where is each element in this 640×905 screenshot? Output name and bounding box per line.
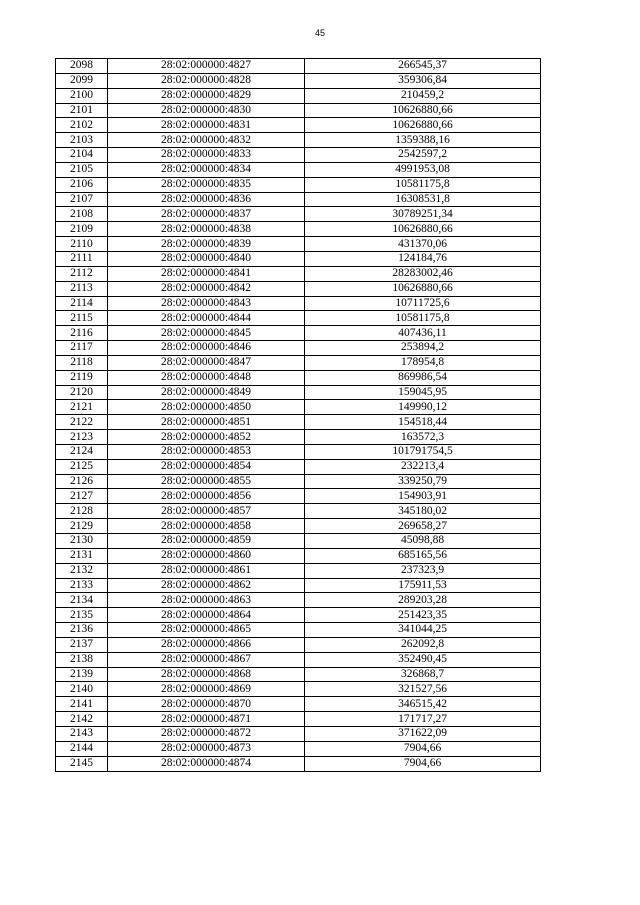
table-row [56, 652, 541, 667]
cadastral-value-cell: 124184,76 [305, 251, 541, 266]
cadastral-number-cell: 28:02:000000:4839 [108, 237, 305, 252]
row-number-cell: 2127 [56, 489, 108, 504]
table-row [56, 504, 541, 519]
table-row [56, 519, 541, 534]
table-row [56, 623, 541, 638]
table-row [56, 726, 541, 741]
cadastral-value-cell: 232213,4 [305, 459, 541, 474]
row-number-cell: 2131 [56, 548, 108, 563]
cadastral-number-cell: 28:02:000000:4846 [108, 341, 305, 356]
row-number-cell: 2135 [56, 608, 108, 623]
row-number-cell: 2107 [56, 192, 108, 207]
cadastral-value-cell: 154903,91 [305, 489, 541, 504]
cadastral-value-cell: 326868,7 [305, 667, 541, 682]
cadastral-value-cell: 171717,27 [305, 712, 541, 727]
row-number-cell: 2132 [56, 563, 108, 578]
cadastral-number-cell: 28:02:000000:4841 [108, 266, 305, 281]
table-row [56, 73, 541, 88]
table-row [56, 222, 541, 237]
cadastral-number-cell: 28:02:000000:4843 [108, 296, 305, 311]
row-number-cell: 2111 [56, 251, 108, 266]
row-number-cell: 2142 [56, 712, 108, 727]
cadastral-number-cell: 28:02:000000:4837 [108, 207, 305, 222]
table-row [56, 266, 541, 281]
cadastral-value-cell: 10626880,66 [305, 118, 541, 133]
cadastral-number-cell: 28:02:000000:4853 [108, 444, 305, 459]
cadastral-value-cell: 1359388,16 [305, 133, 541, 148]
row-number-cell: 2103 [56, 133, 108, 148]
cadastral-number-cell: 28:02:000000:4838 [108, 222, 305, 237]
row-number-cell: 2104 [56, 148, 108, 163]
cadastral-value-cell: 175911,53 [305, 578, 541, 593]
cadastral-value-cell: 251423,35 [305, 608, 541, 623]
cadastral-value-cell: 289203,28 [305, 593, 541, 608]
row-number-cell: 2098 [56, 59, 108, 74]
cadastral-number-cell: 28:02:000000:4845 [108, 326, 305, 341]
cadastral-number-cell: 28:02:000000:4844 [108, 311, 305, 326]
table-row [56, 207, 541, 222]
cadastral-number-cell: 28:02:000000:4834 [108, 162, 305, 177]
cadastral-number-cell: 28:02:000000:4860 [108, 548, 305, 563]
row-number-cell: 2121 [56, 400, 108, 415]
cadastral-value-cell: 10626880,66 [305, 103, 541, 118]
cadastral-value-cell: 149990,12 [305, 400, 541, 415]
cadastral-value-cell: 10581175,8 [305, 311, 541, 326]
table-row [56, 489, 541, 504]
cadastral-number-cell: 28:02:000000:4862 [108, 578, 305, 593]
table-row [56, 444, 541, 459]
row-number-cell: 2114 [56, 296, 108, 311]
cadastral-value-cell: 10581175,8 [305, 177, 541, 192]
cadastral-value-cell: 101791754,5 [305, 444, 541, 459]
row-number-cell: 2137 [56, 637, 108, 652]
row-number-cell: 2124 [56, 444, 108, 459]
row-number-cell: 2101 [56, 103, 108, 118]
cadastral-value-cell: 210459,2 [305, 88, 541, 103]
cadastral-value-cell: 2542597,2 [305, 148, 541, 163]
cadastral-number-cell: 28:02:000000:4827 [108, 59, 305, 74]
cadastral-value-cell: 262092,8 [305, 637, 541, 652]
table-row [56, 133, 541, 148]
cadastral-number-cell: 28:02:000000:4868 [108, 667, 305, 682]
table-row [56, 534, 541, 549]
row-number-cell: 2108 [56, 207, 108, 222]
table-row [56, 103, 541, 118]
cadastral-number-cell: 28:02:000000:4867 [108, 652, 305, 667]
row-number-cell: 2109 [56, 222, 108, 237]
cadastral-number-cell: 28:02:000000:4873 [108, 741, 305, 756]
cadastral-number-cell: 28:02:000000:4830 [108, 103, 305, 118]
cadastral-value-cell: 16308531,8 [305, 192, 541, 207]
cadastral-number-cell: 28:02:000000:4859 [108, 534, 305, 549]
cadastral-value-cell: 10626880,66 [305, 281, 541, 296]
row-number-cell: 2110 [56, 237, 108, 252]
row-number-cell: 2141 [56, 697, 108, 712]
row-number-cell: 2113 [56, 281, 108, 296]
cadastral-value-cell: 359306,84 [305, 73, 541, 88]
cadastral-number-cell: 28:02:000000:4854 [108, 459, 305, 474]
cadastral-value-cell: 869986,54 [305, 370, 541, 385]
row-number-cell: 2128 [56, 504, 108, 519]
row-number-cell: 2139 [56, 667, 108, 682]
table-row [56, 459, 541, 474]
cadastral-value-cell: 178954,8 [305, 355, 541, 370]
cadastral-value-cell: 7904,66 [305, 756, 541, 771]
row-number-cell: 2136 [56, 623, 108, 638]
cadastral-value-cell: 253894,2 [305, 341, 541, 356]
table-body [56, 59, 541, 772]
cadastral-value-cell: 685165,56 [305, 548, 541, 563]
row-number-cell: 2106 [56, 177, 108, 192]
cadastral-value-cell: 4991953,08 [305, 162, 541, 177]
cadastral-number-cell: 28:02:000000:4858 [108, 519, 305, 534]
table-row [56, 682, 541, 697]
cadastral-number-cell: 28:02:000000:4842 [108, 281, 305, 296]
table-row [56, 370, 541, 385]
row-number-cell: 2129 [56, 519, 108, 534]
table-row [56, 741, 541, 756]
cadastral-value-cell: 10711725,6 [305, 296, 541, 311]
cadastral-number-cell: 28:02:000000:4869 [108, 682, 305, 697]
cadastral-value-cell: 352490,45 [305, 652, 541, 667]
row-number-cell: 2143 [56, 726, 108, 741]
row-number-cell: 2118 [56, 355, 108, 370]
cadastral-value-cell: 28283002,46 [305, 266, 541, 281]
table-row [56, 712, 541, 727]
cadastral-value-cell: 341044,25 [305, 623, 541, 638]
cadastral-value-cell: 154518,44 [305, 415, 541, 430]
cadastral-number-cell: 28:02:000000:4866 [108, 637, 305, 652]
table-row [56, 59, 541, 74]
cadastral-number-cell: 28:02:000000:4856 [108, 489, 305, 504]
table-row [56, 237, 541, 252]
cadastral-value-cell: 10626880,66 [305, 222, 541, 237]
table-row [56, 251, 541, 266]
cadastral-number-cell: 28:02:000000:4828 [108, 73, 305, 88]
cadastral-number-cell: 28:02:000000:4829 [108, 88, 305, 103]
cadastral-value-cell: 371622,09 [305, 726, 541, 741]
cadastral-number-cell: 28:02:000000:4852 [108, 430, 305, 445]
table-row [56, 578, 541, 593]
cadastral-value-cell: 159045,95 [305, 385, 541, 400]
row-number-cell: 2138 [56, 652, 108, 667]
cadastral-value-cell: 45098,88 [305, 534, 541, 549]
table-row [56, 474, 541, 489]
cadastral-value-cell: 30789251,34 [305, 207, 541, 222]
cadastral-number-cell: 28:02:000000:4874 [108, 756, 305, 771]
cadastral-number-cell: 28:02:000000:4849 [108, 385, 305, 400]
cadastral-number-cell: 28:02:000000:4833 [108, 148, 305, 163]
cadastral-value-cell: 269658,27 [305, 519, 541, 534]
cadastral-number-cell: 28:02:000000:4855 [108, 474, 305, 489]
table-row [56, 415, 541, 430]
cadastral-number-cell: 28:02:000000:4848 [108, 370, 305, 385]
cadastral-number-cell: 28:02:000000:4870 [108, 697, 305, 712]
cadastral-value-cell: 7904,66 [305, 741, 541, 756]
table-row [56, 177, 541, 192]
table-row [56, 192, 541, 207]
cadastral-number-cell: 28:02:000000:4861 [108, 563, 305, 578]
row-number-cell: 2134 [56, 593, 108, 608]
cadastral-value-cell: 237323,9 [305, 563, 541, 578]
row-number-cell: 2117 [56, 341, 108, 356]
cadastral-value-cell: 339250,79 [305, 474, 541, 489]
table-row [56, 281, 541, 296]
row-number-cell: 2122 [56, 415, 108, 430]
cadastral-value-cell: 266545,37 [305, 59, 541, 74]
table-row [56, 548, 541, 563]
row-number-cell: 2126 [56, 474, 108, 489]
table-row [56, 326, 541, 341]
table-row [56, 118, 541, 133]
table-row [56, 637, 541, 652]
cadastral-number-cell: 28:02:000000:4851 [108, 415, 305, 430]
table-row [56, 430, 541, 445]
cadastral-value-cell: 163572,3 [305, 430, 541, 445]
table-row [56, 148, 541, 163]
row-number-cell: 2102 [56, 118, 108, 133]
table-row [56, 341, 541, 356]
table-row [56, 756, 541, 771]
row-number-cell: 2145 [56, 756, 108, 771]
table-row [56, 385, 541, 400]
cadastral-value-cell: 431370,06 [305, 237, 541, 252]
row-number-cell: 2119 [56, 370, 108, 385]
row-number-cell: 2140 [56, 682, 108, 697]
row-number-cell: 2125 [56, 459, 108, 474]
table-row [56, 400, 541, 415]
cadastral-number-cell: 28:02:000000:4847 [108, 355, 305, 370]
row-number-cell: 2123 [56, 430, 108, 445]
table-row [56, 162, 541, 177]
table-row [56, 355, 541, 370]
table-row [56, 667, 541, 682]
row-number-cell: 2099 [56, 73, 108, 88]
table-row [56, 296, 541, 311]
cadastral-value-cell: 321527,56 [305, 682, 541, 697]
cadastral-number-cell: 28:02:000000:4871 [108, 712, 305, 727]
cadastral-value-cell: 345180,02 [305, 504, 541, 519]
cadastral-value-table [55, 58, 541, 772]
cadastral-number-cell: 28:02:000000:4865 [108, 623, 305, 638]
page-number: 45 [314, 28, 325, 38]
row-number-cell: 2105 [56, 162, 108, 177]
cadastral-value-cell: 346515,42 [305, 697, 541, 712]
row-number-cell: 2144 [56, 741, 108, 756]
row-number-cell: 2100 [56, 88, 108, 103]
cadastral-number-cell: 28:02:000000:4835 [108, 177, 305, 192]
cadastral-number-cell: 28:02:000000:4872 [108, 726, 305, 741]
row-number-cell: 2133 [56, 578, 108, 593]
cadastral-number-cell: 28:02:000000:4863 [108, 593, 305, 608]
cadastral-value-cell: 407436,11 [305, 326, 541, 341]
cadastral-number-cell: 28:02:000000:4857 [108, 504, 305, 519]
row-number-cell: 2115 [56, 311, 108, 326]
table-row [56, 563, 541, 578]
cadastral-number-cell: 28:02:000000:4831 [108, 118, 305, 133]
cadastral-number-cell: 28:02:000000:4864 [108, 608, 305, 623]
row-number-cell: 2112 [56, 266, 108, 281]
table-row [56, 311, 541, 326]
row-number-cell: 2120 [56, 385, 108, 400]
cadastral-number-cell: 28:02:000000:4836 [108, 192, 305, 207]
row-number-cell: 2130 [56, 534, 108, 549]
table-row [56, 593, 541, 608]
row-number-cell: 2116 [56, 326, 108, 341]
table-row [56, 88, 541, 103]
cadastral-number-cell: 28:02:000000:4832 [108, 133, 305, 148]
table-row [56, 608, 541, 623]
table-row [56, 697, 541, 712]
cadastral-number-cell: 28:02:000000:4840 [108, 251, 305, 266]
cadastral-number-cell: 28:02:000000:4850 [108, 400, 305, 415]
